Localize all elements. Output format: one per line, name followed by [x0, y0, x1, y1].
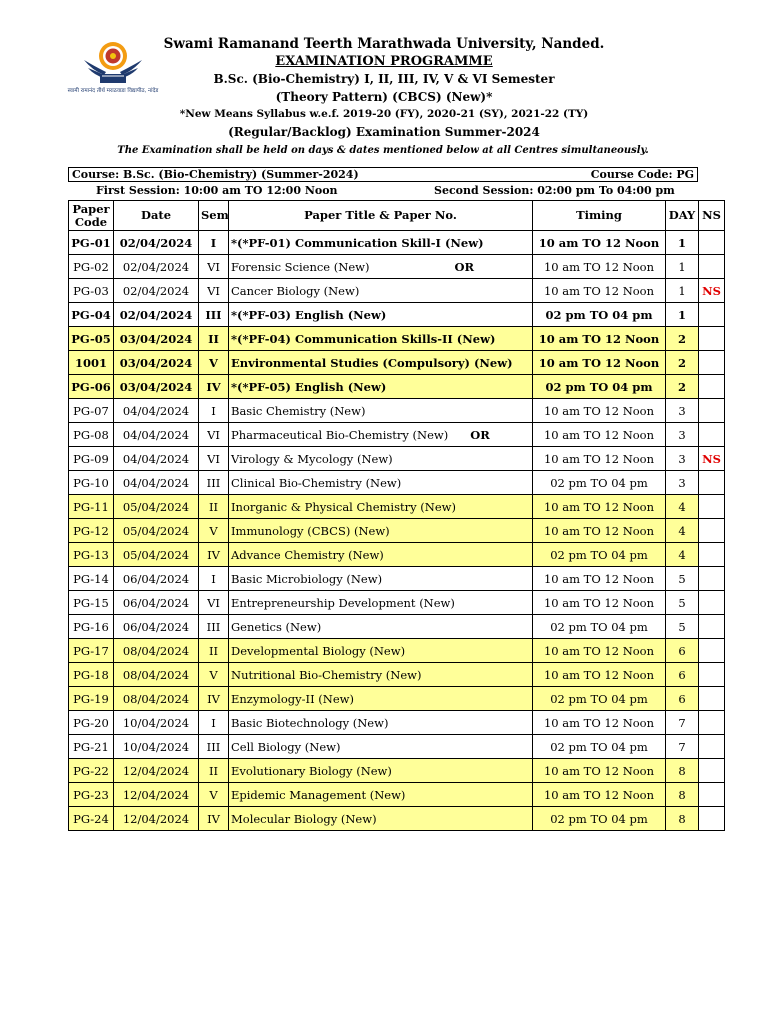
paper-code-cell: PG-09 [69, 447, 114, 471]
day-cell: 8 [666, 807, 699, 831]
date-cell: 02/04/2024 [114, 279, 199, 303]
date-cell: 03/04/2024 [114, 375, 199, 399]
paper-code-cell: PG-23 [69, 783, 114, 807]
paper-code-cell: PG-13 [69, 543, 114, 567]
table-row [69, 711, 725, 735]
timing-cell: 10 am TO 12 Noon [533, 351, 666, 375]
paper-code-cell: PG-24 [69, 807, 114, 831]
table-header-row [69, 201, 725, 231]
table-row [69, 447, 725, 471]
ns-cell [699, 471, 725, 495]
day-cell: 3 [666, 447, 699, 471]
date-cell: 12/04/2024 [114, 759, 199, 783]
timing-cell: 02 pm TO 04 pm [533, 375, 666, 399]
sem-cell: I [199, 567, 229, 591]
ns-cell [699, 255, 725, 279]
ns-cell [699, 591, 725, 615]
paper-code-cell: PG-12 [69, 519, 114, 543]
paper-code-cell: PG-19 [69, 687, 114, 711]
header-paper-code: Paper Code [69, 201, 114, 231]
paper-code-cell: PG-22 [69, 759, 114, 783]
paper-title-cell [229, 375, 533, 399]
paper-title-text: Basic Chemistry (New) [231, 403, 366, 418]
day-cell: 4 [666, 519, 699, 543]
timing-cell: 02 pm TO 04 pm [533, 543, 666, 567]
paper-title-cell [229, 759, 533, 783]
day-cell: 3 [666, 399, 699, 423]
header-day: DAY [666, 201, 699, 231]
sem-cell: II [199, 759, 229, 783]
sem-cell: VI [199, 255, 229, 279]
date-cell: 04/04/2024 [114, 399, 199, 423]
day-cell: 7 [666, 735, 699, 759]
paper-title-text: Clinical Bio-Chemistry (New) [231, 475, 402, 490]
sem-cell: V [199, 783, 229, 807]
paper-code-cell: PG-06 [69, 375, 114, 399]
table-row [69, 735, 725, 759]
paper-title-text: *(*PF-01) Communication Skill-I (New) [231, 235, 484, 250]
paper-code-cell: PG-10 [69, 471, 114, 495]
ns-cell [699, 711, 725, 735]
date-cell: 12/04/2024 [114, 783, 199, 807]
ns-cell [699, 759, 725, 783]
header-timing: Timing [533, 201, 666, 231]
day-cell: 3 [666, 471, 699, 495]
timing-cell: 10 am TO 12 Noon [533, 495, 666, 519]
day-cell: 5 [666, 591, 699, 615]
paper-title-cell [229, 639, 533, 663]
ns-cell [699, 543, 725, 567]
timing-cell: 02 pm TO 04 pm [533, 303, 666, 327]
table-row [69, 375, 725, 399]
date-cell: 02/04/2024 [114, 255, 199, 279]
sem-cell: II [199, 327, 229, 351]
timing-cell: 02 pm TO 04 pm [533, 687, 666, 711]
table-row [69, 255, 725, 279]
paper-title-cell [229, 327, 533, 351]
paper-title-cell [229, 447, 533, 471]
paper-code-cell: PG-08 [69, 423, 114, 447]
sem-cell: I [199, 231, 229, 255]
day-cell: 3 [666, 423, 699, 447]
sem-cell: V [199, 519, 229, 543]
table-row [69, 639, 725, 663]
paper-title-text: *(*PF-03) English (New) [231, 307, 387, 322]
paper-title-text: Inorganic & Physical Chemistry (New) [231, 499, 456, 514]
day-cell: 6 [666, 639, 699, 663]
timing-cell: 02 pm TO 04 pm [533, 615, 666, 639]
date-cell: 06/04/2024 [114, 615, 199, 639]
ns-cell [699, 687, 725, 711]
paper-title-cell [229, 303, 533, 327]
timing-cell: 10 am TO 12 Noon [533, 327, 666, 351]
first-session: First Session: 10:00 am TO 12:00 Noon [96, 184, 338, 197]
day-cell: 4 [666, 543, 699, 567]
paper-title-cell [229, 783, 533, 807]
session-times [68, 183, 698, 199]
paper-title-cell [229, 663, 533, 687]
logo-book-icon [100, 74, 126, 83]
exam-schedule-table [68, 200, 725, 831]
timing-cell: 10 am TO 12 Noon [533, 663, 666, 687]
day-cell: 1 [666, 255, 699, 279]
paper-title-cell [229, 495, 533, 519]
or-marker: OR [470, 427, 490, 442]
or-marker: OR [454, 259, 475, 274]
paper-title-text: Basic Biotechnology (New) [231, 715, 389, 730]
paper-title-cell [229, 711, 533, 735]
ns-cell [699, 783, 725, 807]
sem-cell: IV [199, 375, 229, 399]
date-cell: 06/04/2024 [114, 591, 199, 615]
paper-code-cell: PG-07 [69, 399, 114, 423]
paper-title-cell [229, 255, 533, 279]
sem-cell: III [199, 615, 229, 639]
sem-cell: VI [199, 591, 229, 615]
timing-cell: 10 am TO 12 Noon [533, 519, 666, 543]
table-row [69, 543, 725, 567]
timing-cell: 10 am TO 12 Noon [533, 423, 666, 447]
sem-cell: I [199, 711, 229, 735]
exam-session: (Regular/Backlog) Examination Summer-2024 [228, 125, 540, 139]
sem-cell: I [199, 399, 229, 423]
header-date: Date [114, 201, 199, 231]
table-row [69, 471, 725, 495]
day-cell: 6 [666, 663, 699, 687]
day-cell: 2 [666, 327, 699, 351]
paper-code-cell: PG-20 [69, 711, 114, 735]
course-box [68, 167, 698, 182]
paper-code-cell: PG-02 [69, 255, 114, 279]
header-ns: NS [699, 201, 725, 231]
date-cell: 12/04/2024 [114, 807, 199, 831]
header-paper-title: Paper Title & Paper No. [229, 201, 533, 231]
sem-cell: II [199, 639, 229, 663]
date-cell: 06/04/2024 [114, 567, 199, 591]
timing-cell: 02 pm TO 04 pm [533, 735, 666, 759]
pattern-line: (Theory Pattern) (CBCS) (New)* [275, 90, 493, 104]
second-session: Second Session: 02:00 pm To 04:00 pm [434, 184, 675, 197]
sem-cell: IV [199, 543, 229, 567]
paper-title-text: Virology & Mycology (New) [231, 451, 393, 466]
day-cell: 1 [666, 279, 699, 303]
timing-cell: 02 pm TO 04 pm [533, 807, 666, 831]
course-line: B.Sc. (Bio-Chemistry) I, II, III, IV, V & VI Semester [213, 72, 555, 86]
timing-cell: 10 am TO 12 Noon [533, 711, 666, 735]
date-cell: 08/04/2024 [114, 639, 199, 663]
table-row [69, 279, 725, 303]
paper-title-text: Cancer Biology (New) [231, 283, 360, 298]
day-cell: 8 [666, 783, 699, 807]
sem-cell: V [199, 663, 229, 687]
timing-cell: 10 am TO 12 Noon [533, 279, 666, 303]
sem-cell: IV [199, 807, 229, 831]
syllabus-note: *New Means Syllabus w.e.f. 2019-20 (FY), 2020-21 (SY), 2021-22 (TY) [179, 108, 589, 120]
logo-caption: स्वामी रामानंद तीर्थ मराठवाडा विद्यापीठ, नांदेड [67, 88, 159, 94]
date-cell: 05/04/2024 [114, 495, 199, 519]
paper-title-text: Developmental Biology (New) [231, 643, 406, 658]
day-cell: 4 [666, 495, 699, 519]
table-body [69, 231, 725, 831]
paper-code-cell: PG-15 [69, 591, 114, 615]
paper-title-cell [229, 519, 533, 543]
ns-cell [699, 303, 725, 327]
sem-cell: III [199, 303, 229, 327]
table-row [69, 327, 725, 351]
sem-cell: III [199, 735, 229, 759]
day-cell: 1 [666, 231, 699, 255]
paper-title-text: Genetics (New) [231, 619, 322, 634]
course-name: Course: B.Sc. (Bio-Chemistry) (Summer-2024) [72, 168, 359, 181]
timing-cell: 10 am TO 12 Noon [533, 783, 666, 807]
date-cell: 08/04/2024 [114, 687, 199, 711]
day-cell: 5 [666, 615, 699, 639]
date-cell: 04/04/2024 [114, 447, 199, 471]
table-row [69, 399, 725, 423]
table-row [69, 231, 725, 255]
paper-code-cell: PG-17 [69, 639, 114, 663]
table-row [69, 615, 725, 639]
logo-sun-icon [99, 42, 127, 70]
sem-cell: VI [199, 423, 229, 447]
timing-cell: 10 am TO 12 Noon [533, 591, 666, 615]
paper-title-text: Forensic Science (New) [231, 259, 370, 274]
paper-title-text: Environmental Studies (Compulsory) (New) [231, 355, 513, 370]
day-cell: 2 [666, 375, 699, 399]
ns-cell [699, 519, 725, 543]
date-cell: 02/04/2024 [114, 303, 199, 327]
paper-title-cell [229, 567, 533, 591]
paper-title-cell [229, 231, 533, 255]
timing-cell: 10 am TO 12 Noon [533, 231, 666, 255]
programme-title: EXAMINATION PROGRAMME [275, 54, 493, 69]
ns-cell [699, 495, 725, 519]
university-logo [67, 38, 159, 108]
paper-code-cell: PG-16 [69, 615, 114, 639]
paper-code-cell: PG-05 [69, 327, 114, 351]
paper-code-cell: PG-11 [69, 495, 114, 519]
paper-code-cell: PG-03 [69, 279, 114, 303]
paper-title-text: Enzymology-II (New) [231, 691, 354, 706]
sem-cell: V [199, 351, 229, 375]
paper-title-text: Immunology (CBCS) (New) [231, 523, 390, 538]
table-row [69, 351, 725, 375]
date-cell: 02/04/2024 [114, 231, 199, 255]
date-cell: 05/04/2024 [114, 519, 199, 543]
paper-title-text: Advance Chemistry (New) [231, 547, 384, 562]
table-row [69, 303, 725, 327]
ns-cell [699, 663, 725, 687]
paper-title-cell [229, 399, 533, 423]
course-code: Course Code: PG [590, 168, 694, 181]
paper-title-text: Entrepreneurship Development (New) [231, 595, 455, 610]
sem-cell: VI [199, 279, 229, 303]
paper-title-cell [229, 807, 533, 831]
paper-title-cell [229, 471, 533, 495]
paper-title-text: Evolutionary Biology (New) [231, 763, 392, 778]
date-cell: 03/04/2024 [114, 327, 199, 351]
day-cell: 6 [666, 687, 699, 711]
date-cell: 03/04/2024 [114, 351, 199, 375]
paper-title-cell [229, 351, 533, 375]
ns-cell [699, 423, 725, 447]
ns-cell: NS [699, 447, 725, 471]
table-row [69, 423, 725, 447]
ns-cell [699, 327, 725, 351]
date-cell: 04/04/2024 [114, 423, 199, 447]
ns-cell: NS [699, 279, 725, 303]
sem-cell: III [199, 471, 229, 495]
ns-cell [699, 639, 725, 663]
paper-title-text: Cell Biology (New) [231, 739, 341, 754]
ns-cell [699, 399, 725, 423]
ns-cell [699, 615, 725, 639]
university-name: Swami Ramanand Teerth Marathwada University, Nanded. [163, 36, 605, 52]
timing-cell: 10 am TO 12 Noon [533, 447, 666, 471]
date-cell: 10/04/2024 [114, 711, 199, 735]
paper-code-cell: PG-04 [69, 303, 114, 327]
paper-title-text: *(*PF-05) English (New) [231, 379, 387, 394]
table-row [69, 759, 725, 783]
sem-cell: VI [199, 447, 229, 471]
table-row [69, 495, 725, 519]
paper-title-cell [229, 543, 533, 567]
date-cell: 05/04/2024 [114, 543, 199, 567]
paper-code-cell: PG-14 [69, 567, 114, 591]
ns-cell [699, 375, 725, 399]
day-cell: 2 [666, 351, 699, 375]
ns-cell [699, 351, 725, 375]
ns-cell [699, 231, 725, 255]
centres-note: The Examination shall be held on days & dates mentioned below at all Centres simultaneously. [117, 145, 649, 156]
table-row [69, 687, 725, 711]
timing-cell: 10 am TO 12 Noon [533, 399, 666, 423]
day-cell: 5 [666, 567, 699, 591]
timing-cell: 02 pm TO 04 pm [533, 471, 666, 495]
table-row [69, 663, 725, 687]
timing-cell: 10 am TO 12 Noon [533, 759, 666, 783]
sem-cell: IV [199, 687, 229, 711]
paper-code-cell: PG-18 [69, 663, 114, 687]
date-cell: 04/04/2024 [114, 471, 199, 495]
timing-cell: 10 am TO 12 Noon [533, 567, 666, 591]
paper-title-cell [229, 591, 533, 615]
timing-cell: 10 am TO 12 Noon [533, 639, 666, 663]
paper-title-cell [229, 279, 533, 303]
date-cell: 10/04/2024 [114, 735, 199, 759]
paper-code-cell: PG-21 [69, 735, 114, 759]
document-header [150, 36, 618, 141]
paper-title-text: Molecular Biology (New) [231, 811, 377, 826]
paper-title-text: Epidemic Management (New) [231, 787, 406, 802]
paper-title-text: Basic Microbiology (New) [231, 571, 383, 586]
paper-title-cell [229, 423, 533, 447]
table-row [69, 567, 725, 591]
paper-title-text: *(*PF-04) Communication Skills-II (New) [231, 331, 496, 346]
header-sem: Sem [199, 201, 229, 231]
day-cell: 7 [666, 711, 699, 735]
paper-title-text: Nutritional Bio-Chemistry (New) [231, 667, 422, 682]
table-row [69, 591, 725, 615]
paper-code-cell: PG-01 [69, 231, 114, 255]
day-cell: 1 [666, 303, 699, 327]
paper-title-text: Pharmaceutical Bio-Chemistry (New) [231, 427, 449, 442]
paper-title-cell [229, 687, 533, 711]
paper-title-cell [229, 615, 533, 639]
ns-cell [699, 567, 725, 591]
table-row [69, 519, 725, 543]
ns-cell [699, 735, 725, 759]
sem-cell: II [199, 495, 229, 519]
paper-title-cell [229, 735, 533, 759]
day-cell: 8 [666, 759, 699, 783]
date-cell: 08/04/2024 [114, 663, 199, 687]
timing-cell: 10 am TO 12 Noon [533, 255, 666, 279]
paper-code-cell: 1001 [69, 351, 114, 375]
table-row [69, 783, 725, 807]
ns-cell [699, 807, 725, 831]
table-row [69, 807, 725, 831]
